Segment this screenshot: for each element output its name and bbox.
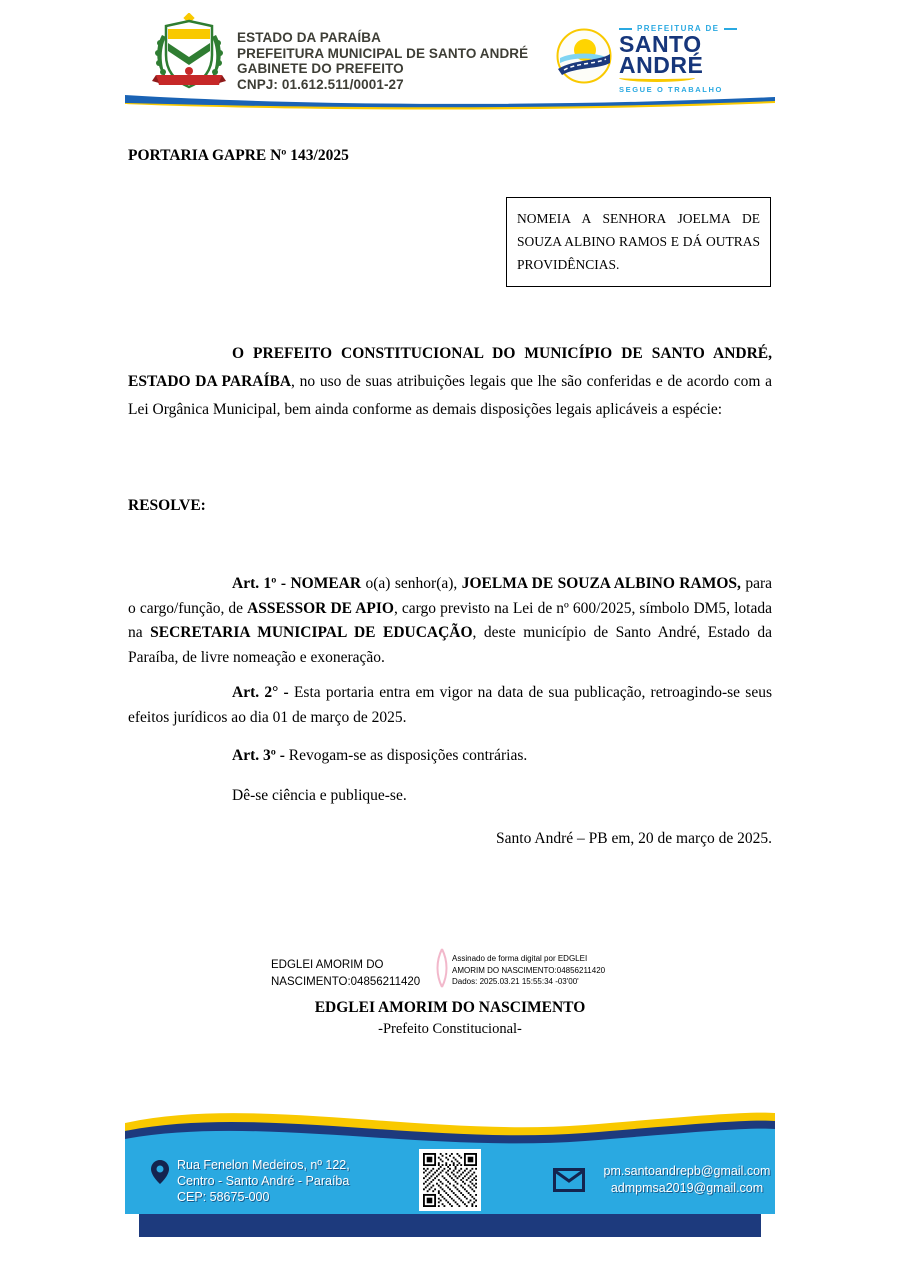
summary-text: NOMEIA A SENHORA JOELMA DE SOUZA ALBINO RAMOS E DÁ OUTRAS PROVIDÊNCIAS. [517, 211, 760, 273]
logo-prefix-label: PREFEITURA DE [637, 24, 720, 33]
art1-text3: , cargo previsto na Lei de nº 600/2025, símbolo DM5, lotada na [128, 599, 772, 641]
article-1-paragraph [128, 572, 772, 670]
logo-name-line2: ANDRÉ [619, 52, 704, 78]
digital-signature-stamp [452, 953, 605, 988]
digital-signature-name-line1: EDGLEI AMORIM DO [271, 959, 384, 971]
article-2-paragraph [128, 681, 772, 730]
digital-signature-name-line2: NASCIMENTO:04856211420 [271, 976, 421, 988]
logo-name-line1: SANTO [619, 31, 702, 57]
stamp-line3: Dados: 2025.03.21 15:55:34 -03'00' [452, 977, 579, 986]
art1-text4: , deste município de Santo André, Estado da Paraíba, de livre nomeação e exoneração. [128, 624, 772, 666]
footer-email-secondary: admpmsa2019@gmail.com [610, 1181, 764, 1195]
stamp-line1: Assinado de forma digital por EDGLEI [452, 954, 588, 963]
resolve-heading: RESOLVE: [128, 497, 206, 514]
closing-line: Dê-se ciência e publique-se. [232, 787, 407, 804]
summary-box [506, 197, 771, 287]
footer-emails [589, 1163, 785, 1197]
document-title: PORTARIA GAPRE Nº 143/2025 [128, 147, 349, 164]
signature-flourish-icon [434, 947, 450, 989]
footer-email-primary: pm.santoandrepb@gmail.com [603, 1164, 771, 1178]
art3-text: Revogam-se as disposições contrárias. [288, 747, 528, 764]
art1-text: o(a) senhor(a), [365, 575, 462, 592]
org-line-office: GABINETE DO PREFEITO [237, 61, 404, 76]
preamble-paragraph [128, 340, 772, 424]
org-line-cnpj: CNPJ: 01.612.511/0001-27 [237, 76, 404, 92]
footer-address-line2: Centro - Santo André - Paraíba [177, 1174, 350, 1188]
email-envelope-icon [553, 1168, 585, 1192]
signer-role: -Prefeito Constitucional- [378, 1021, 522, 1037]
signer-name: EDGLEI AMORIM DO NASCIMENTO [314, 999, 586, 1016]
art1-department: SECRETARIA MUNICIPAL DE EDUCAÇÃO [150, 624, 473, 641]
location-pin-icon [151, 1160, 169, 1185]
wave-divider [125, 94, 775, 110]
city-logo-icon [556, 28, 612, 86]
org-line-city: PREFEITURA MUNICIPAL DE SANTO ANDRÉ [237, 45, 529, 61]
org-line-state: ESTADO DA PARAÍBA [237, 30, 381, 45]
art1-text2: para o cargo/função, de [128, 575, 772, 617]
logo-prefix-line-right [724, 28, 737, 30]
logo-prefix-line-left [619, 28, 632, 30]
footer-address [177, 1157, 350, 1205]
art1-label: Art. 1º - NOMEAR [232, 575, 366, 592]
art1-appointee-name: JOELMA DE SOUZA ALBINO RAMOS, [461, 575, 741, 592]
footer-address-line3: CEP: 58675-000 [177, 1190, 270, 1204]
qr-code [419, 1149, 481, 1211]
preamble-rest: , no uso de suas atribuições legais que lhe são conferidas e de acordo com a Lei Orgânica Municipal, bem ainda conforme as demais disposições legais aplicáveis a espécie: [128, 373, 772, 418]
footer-bottom-bar [139, 1214, 761, 1237]
coat-of-arms-icon [150, 13, 228, 93]
art2-label: Art. 2° - [232, 684, 294, 701]
preamble-bold: O PREFEITO CONSTITUCIONAL DO MUNICÍPIO DE SANTO ANDRÉ, ESTADO DA PARAÍBA [128, 345, 772, 390]
city-logo [556, 24, 737, 94]
footer-band [125, 1147, 775, 1214]
footer-address-line1: Rua Fenelon Medeiros, nº 122, [177, 1158, 350, 1172]
footer-wave [125, 1103, 775, 1148]
dateline: Santo André – PB em, 20 de março de 2025. [496, 830, 772, 847]
logo-tagline: SEGUE O TRABALHO [619, 85, 723, 94]
article-3-paragraph [128, 747, 772, 765]
art1-position: ASSESSOR DE APIO [247, 599, 394, 617]
org-header [237, 30, 528, 92]
art2-text: Esta portaria entra em vigor na data de sua publicação, retroagindo-se seus efeitos jurídicos ao dia 01 de março de 2025. [128, 684, 772, 726]
digital-signature-name [271, 957, 420, 991]
stamp-line2: AMORIM DO NASCIMENTO:04856211420 [452, 965, 606, 975]
art3-label: Art. 3º - [232, 747, 289, 764]
